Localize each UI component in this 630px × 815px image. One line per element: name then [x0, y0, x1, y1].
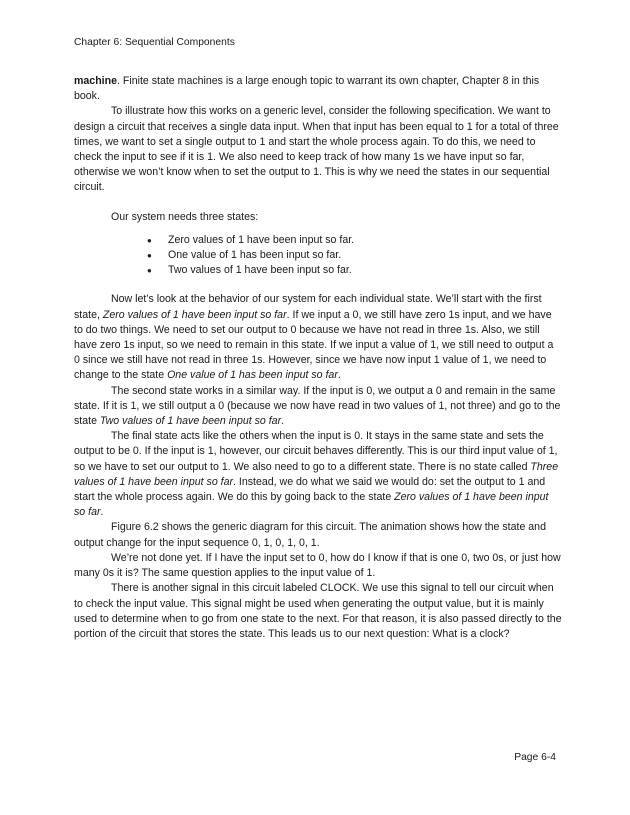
states-list: [74, 233, 562, 279]
paragraph-5: Figure 6.2 shows the generic diagram for this circuit. The animation shows how the state and output change for the input sequence 0, 1, 0, 1, 0, 1.: [74, 521, 546, 549]
body-text: [74, 74, 562, 642]
italic-state-name: One value of 1 has been input so far: [167, 369, 338, 382]
paragraph-2: [74, 292, 562, 383]
page-number: Page 6-4: [514, 752, 556, 763]
intro-paragraph: [74, 74, 562, 104]
text-run: . If we input a 0, we still have zero 1s input, and we have to do two things. We need to set our output to 0 because we have not read in three 1s. Also, we still have zero 1s input, so we need to remain in this state. If we input a value of 1, we still need to output a 0 since we still have not read in three 1s. However, since we have now input 1 value of 1, we need to change to the state: [74, 308, 554, 382]
paragraph-6: We’re not done yet. If I have the input set to 0, how do I know if that is one 0, two 0s, or just how many 0s it is? The same question applies to the input value of 1.: [74, 551, 561, 580]
intro-rest: . Finite state machines is a large enough topic to warrant its own chapter, Chapter 8 in this book.: [74, 75, 540, 103]
text-run: Now let’s look at the behavior of our system for each individual state. We’ll start with the first state,: [74, 293, 542, 321]
text-run: The second state works in a similar way. If the input is 0, we output a 0 and remain in the same state. If it is 1, we still output a 0 (because we now have read in two values of 1, not three) and go to the state: [74, 384, 561, 428]
text-run: .: [337, 369, 341, 382]
document-page: [74, 0, 562, 815]
italic-state-name: Zero values of 1 have been input so far: [102, 308, 287, 321]
text-run: .: [100, 506, 104, 519]
italic-state-name: Two values of 1 have been input so far: [99, 415, 282, 428]
list-item: ● Two values of 1 have been input so far.: [168, 263, 562, 278]
intro-bold-term: machine: [74, 75, 117, 87]
text-run: The final state acts like the others when the input is 0. It stays in the same state and sets the output to be 0. If the input is 1, however, our circuit behaves differently. This is our third input value of 1, so we have to set our output to 1. We also need to go to a different state. There is no state called: [74, 430, 558, 473]
italic-state-name: Zero values of 1 have been input so far: [74, 491, 549, 519]
running-header: Chapter 6: Sequential Components: [74, 37, 235, 48]
paragraph-7: There is another signal in this circuit labeled CLOCK. We use this signal to tell our circuit when to check the input value. This signal might be used when generating the output value, but it is mainly used to determine when to go from one state to the next. For that reason, it is also passed directly to the portion of the circuit that stores the state. This leads us to our next question: What is a clock?: [74, 582, 562, 640]
list-item: ● Zero values of 1 have been input so far.: [168, 233, 562, 248]
paragraph-4: [74, 429, 562, 520]
list-item: ● One value of 1 has been input so far.: [168, 248, 562, 263]
paragraph-3: [74, 384, 562, 430]
italic-state-name: Three values of 1 have been input so far: [74, 460, 559, 488]
text-run: .: [281, 415, 285, 428]
text-run: . Instead, we do what we said we would do: set the output to 1 and start the whole process again. We do this by going back to the state: [74, 475, 546, 504]
paragraph-1: To illustrate how this works on a generic level, consider the following specification. We want to design a circuit that receives a single data input. When that input has been equal to 1 for a total of three times, we want to set a single output to 1 and start the whole process again. To do this, we need to check the input to see if it is 1. We also need to keep track of how many 1s we have input so far, otherwise we won’t know when to set the output to 1. This is why we need the states in our sequential circuit.: [74, 105, 559, 194]
states-intro: Our system needs three states:: [111, 210, 259, 223]
